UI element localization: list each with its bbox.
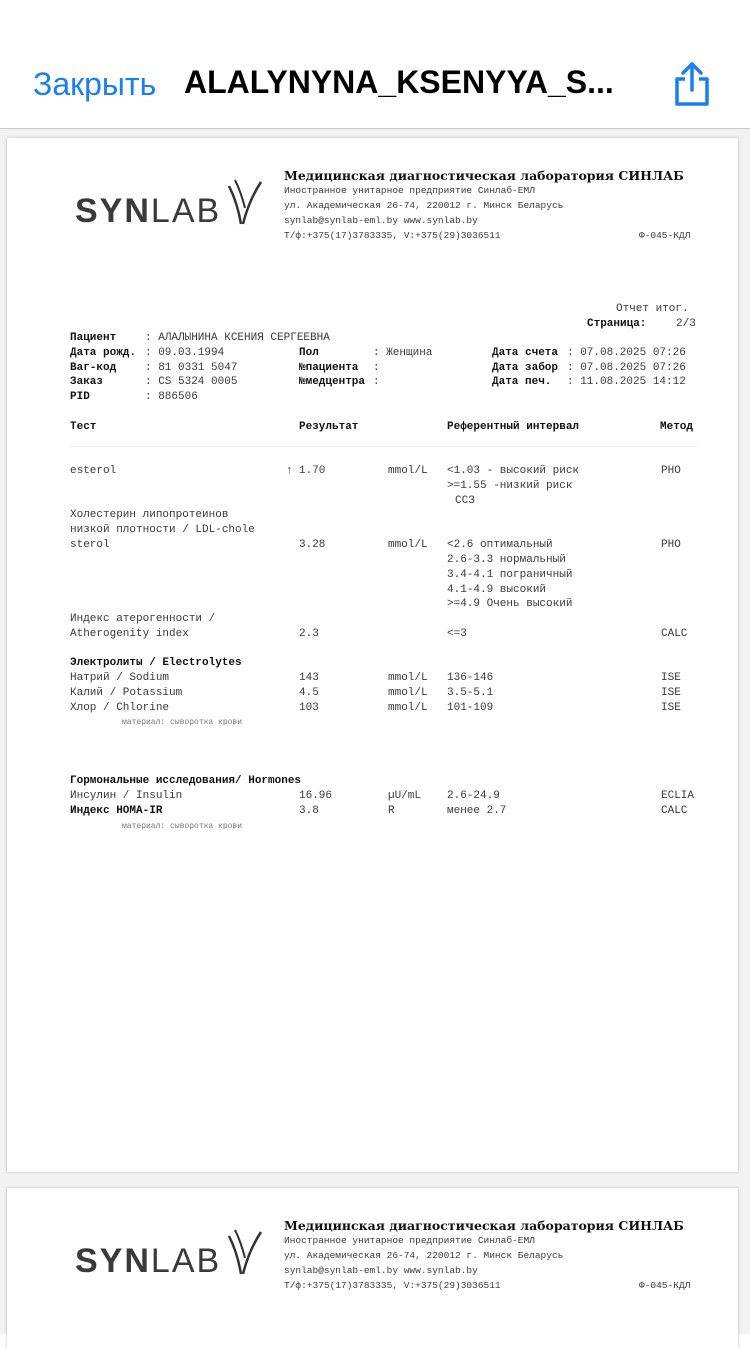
lab-phone: Т/ф:+375(17)3783335, V:+375(29)3036511 [284,230,501,241]
header-divider [70,446,697,447]
reference-line: ССЗ [455,495,475,507]
test-result: 4.5 [299,687,319,699]
page-number: 2/3 [676,318,696,330]
print-date-value: : 11.08.2025 14:12 [567,376,686,388]
test-unit: µU/mL [388,790,422,802]
test-name: Хлор / Chlorine [70,702,170,714]
test-method: CALC [661,805,688,817]
test-name: низкой плотности / LDL-chole [70,524,255,536]
test-method: PHO [661,539,681,551]
column-test: Тест [70,421,97,433]
document-page [7,1188,738,1348]
lab-address: ул. Академическая 26-74, 220012 г. Минск Беларусь [284,200,564,211]
test-name: Инсулин / Insulin [70,790,183,802]
section-hormones: Гормональные исследования/ Hormones [70,775,302,787]
test-unit: mmol/L [388,687,428,699]
synlab-logo: SYNLAB [75,178,265,234]
material-note: материал: сыворотка крови [122,718,243,727]
barcode-label: Ваг-код [70,362,117,374]
reference-line: менее 2.7 [447,805,507,817]
test-unit: mmol/L [388,465,428,477]
test-result: 143 [299,672,319,684]
lab-name: Медицинская диагностическая лаборатория СИНЛАБ [284,1218,684,1233]
form-code: Ф-045-КДЛ [639,1280,691,1291]
dob-value: : 09.03.1994 [145,347,225,359]
order-value: : CS 5324 0005 [145,376,238,388]
lab-org: Иностранное унитарное предприятие Синлаб-ЕМЛ [284,185,535,196]
test-name: esterol [70,465,117,477]
dob-label: Дата рожд. [70,347,137,359]
sex-value: : Женщина [373,347,433,359]
test-unit: mmol/L [388,539,428,551]
test-result: 103 [299,702,319,714]
report-type: Отчет итог. [616,303,689,315]
sample-date-label: Дата забор [492,362,559,374]
test-name: Натрий / Sodium [70,672,170,684]
sex-label: Пол [299,347,319,359]
order-label: Заказ [70,376,104,388]
lab-org: Иностранное унитарное предприятие Синлаб-ЕМЛ [284,1235,535,1246]
barcode-value: : 81 0331 5047 [145,362,238,374]
pid-value: : 886506 [145,391,198,403]
test-name: Индекс HOMA-IR [70,805,163,817]
reference-line: >=4.9 Очень высокий [447,598,573,610]
test-method: PHO [661,465,681,477]
lab-phone: Т/ф:+375(17)3783335, V:+375(29)3036511 [284,1280,501,1291]
reference-line: >=1.55 -низкий риск [447,480,573,492]
reference-line: <2.6 оптимальный [447,539,553,551]
reference-line: 136-146 [447,672,494,684]
test-unit: R [388,805,395,817]
reference-line: 4.1-4.9 высокий [447,584,547,596]
reference-line: 101-109 [447,702,494,714]
test-name: Atherogenity index [70,628,189,640]
test-name: sterol [70,539,110,551]
test-result: 1.70 [299,465,326,477]
test-method: ECLIA [661,790,695,802]
medcenter-number-value: : [373,376,380,388]
page-label: Страница: [587,318,647,330]
test-unit: mmol/L [388,702,428,714]
reference-line: 3.5-5.1 [447,687,494,699]
test-result: 3.8 [299,805,319,817]
form-code: Ф-045-КДЛ [639,230,691,241]
reference-line: 2.6-3.3 нормальный [447,554,566,566]
invoice-date-label: Дата счета [492,347,559,359]
reference-line: <1.03 - высокий риск [447,465,580,477]
test-result: 16.96 [299,790,333,802]
test-method: ISE [661,687,681,699]
patient-name: : АЛАЛЫНИНА КСЕНИЯ СЕРГЕЕВНА [145,332,330,344]
nav-bar [0,0,750,129]
pid-label: PID [70,391,90,403]
column-result: Результат [299,421,359,433]
close-button[interactable]: Закрыть [33,66,157,102]
sample-date-value: : 07.08.2025 07:26 [567,362,686,374]
reference-line: <=3 [447,628,467,640]
reference-line: 3.4-4.1 пограничный [447,569,573,581]
column-method: Метод [660,421,694,433]
lab-address: ул. Академическая 26-74, 220012 г. Минск Беларусь [284,1250,564,1261]
test-result: 2.3 [299,628,319,640]
lab-web: synlab@synlab-eml.by www.synlab.by [284,1265,478,1276]
synlab-logo: SYNLAB [75,1228,265,1284]
document-page [7,138,738,1172]
document-viewer[interactable] [0,129,750,1334]
lab-web: synlab@synlab-eml.by www.synlab.by [284,215,478,226]
column-reference: Референтный интервал [447,421,580,433]
test-method: CALC [661,628,688,640]
patient-number-label: №пациента [299,362,359,374]
test-method: ISE [661,672,681,684]
lab-name: Медицинская диагностическая лаборатория СИНЛАБ [284,168,684,183]
test-name: Холестерин липопротеинов [70,509,229,521]
section-electrolytes: Электролиты / Electrolytes [70,657,242,669]
test-method: ISE [661,702,681,714]
test-unit: mmol/L [388,672,428,684]
invoice-date-value: : 07.08.2025 07:26 [567,347,686,359]
patient-label: Пациент [70,332,117,344]
material-note: материал: сыворотка крови [122,822,243,831]
share-icon[interactable] [670,60,714,108]
patient-number-value: : [373,362,380,374]
test-name: Калий / Potassium [70,687,183,699]
test-name: Индекс атерогенности / [70,613,216,625]
document-title: ALALYNYNA_KSENYYA_S... [184,64,614,100]
test-result: 3.28 [299,539,326,551]
medcenter-number-label: №медцентра [299,376,366,388]
print-date-label: Дата печ. [492,376,552,388]
high-flag: ↑ [286,465,293,477]
reference-line: 2.6-24.9 [447,790,500,802]
